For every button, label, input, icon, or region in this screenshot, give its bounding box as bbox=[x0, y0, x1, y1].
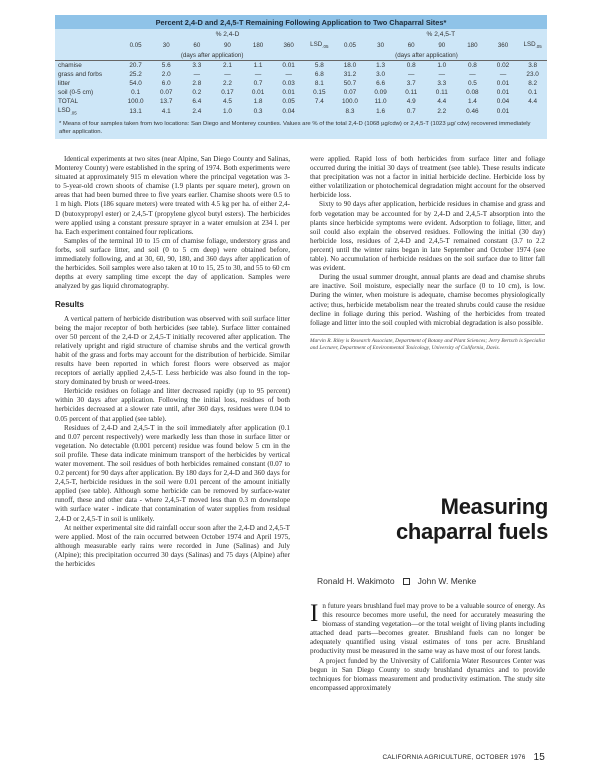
table-cell: 2.8 bbox=[192, 80, 202, 88]
table-cell: 0.5 bbox=[467, 80, 477, 88]
table-cell: 5.8 bbox=[314, 62, 324, 70]
table-cell: 0.01 bbox=[282, 62, 295, 70]
table-cell: 23.0 bbox=[526, 71, 539, 79]
table-cell: 2.2 bbox=[222, 80, 232, 88]
table-cell: 8.3 bbox=[345, 108, 355, 116]
day-header: 0.05 bbox=[343, 42, 356, 50]
table-footnote: * Means of four samples taken from two locations: San Diego and Monterey counties. Values are % of the total 2,4-D (1068 µg/cdw) or 2,4,5-T (1023 µg/ cdw) recovered immediately after application. bbox=[59, 120, 531, 135]
article-authors bbox=[317, 576, 476, 586]
table-cell: 0.09 bbox=[374, 89, 387, 97]
author-name: Ronald H. Wakimoto bbox=[317, 576, 395, 586]
paragraph: Identical experiments at two sites (near Alpine, San Diego County and Salinas, Monterey County) were established in the spring of 1974. Both experiments were situated at approximately 915 m elevation where the principal vegetation was 3- to 5-year-old crown shoots of chamise (1.9 plants per square meter), grown on areas that had been burned three to five years earlier. Chamise shoots were 0.5 to 1 m high. Plots (186 square meters) were treated with 4.5 kg per ha. of either 2,4-D (butoxypropyl ester) or 2,4,5-T (propylene glycol butyl esters). The herbicides were applied using a constant pressure sprayer in a water emulsion at 234 l. per ha. Each experiment contained four replications. bbox=[55, 155, 290, 236]
day-header: 30 bbox=[162, 42, 170, 50]
table-cell: 0.01 bbox=[282, 89, 295, 97]
day-header: 360 bbox=[283, 42, 294, 50]
row-label: chamise bbox=[58, 62, 82, 70]
day-header: 360 bbox=[497, 42, 509, 50]
table-cell: 4.4 bbox=[528, 98, 538, 106]
table-cell: 0.04 bbox=[496, 98, 510, 106]
table-cell: — bbox=[285, 71, 292, 79]
drop-cap: I bbox=[310, 600, 319, 627]
table-cell: — bbox=[254, 71, 262, 79]
paragraph: In future years brushland fuel may prove to be a valuable source of energy. As this resource becomes more useful, the need for accurately measuring the biomass of standing vegetation—or the total weight of living plants including attached dead parts—becomes greater. Brushland fuels can no longer be adequately quantified using visual estimates of tons per acre. Brushland productivity must be measured in the same way as have most of our forest lands. bbox=[310, 600, 545, 656]
table-cell: 0.07 bbox=[343, 89, 357, 97]
article-title bbox=[396, 494, 548, 544]
lsd-header: $LSD_{.05}$ bbox=[310, 41, 329, 50]
paragraph: Sixty to 90 days after application, herbicide residues in chamise and grass and forb vegetation may be accounted for by 2,4-D and 2,4,5-T absorption into the plants since herbicide symptoms were evident. Adsorption to foliage, litter, and soil could also explain the observed residues. Following the initial (30 day) herbicide loss, residues of 2,4-D and 2,4,5-T remained constant (3.7 to 2.2 percent) until the winter rains began in late September and October 1974 (see table). No accumulation of herbicide residues on the soil surface due to litter fall was evident. bbox=[310, 200, 545, 273]
day-header: 30 bbox=[377, 42, 385, 50]
table-cell: 0.17 bbox=[221, 89, 234, 97]
table-cell bbox=[304, 106, 335, 117]
paragraph: During the usual summer drought, annual plants are dead and chamise shrubs are inactive. Soil moisture, especially near the surface (0 to 10 cm), is low. During the winter, when moisture is adequate, chamise becomes physiologically active; thus, herbicide metabolism near the treated shrubs could cause the residue decline in foliage during this period. Washing of the herbicides from treated foliage and litter into the soil coupled with microbial degradation is also possible. bbox=[310, 273, 545, 327]
table-cell: — bbox=[469, 71, 476, 79]
day-header: 90 bbox=[438, 42, 446, 50]
table-cell: 7.4 bbox=[314, 98, 324, 106]
table-row bbox=[55, 88, 547, 97]
table-cell: — bbox=[407, 71, 415, 79]
table-cell: 0.01 bbox=[496, 89, 510, 97]
table-cell: 0.05 bbox=[282, 98, 295, 106]
table-cell: 3.3 bbox=[192, 62, 202, 70]
table-row bbox=[55, 79, 547, 88]
table-cell: 1.0 bbox=[437, 62, 447, 70]
table-title: Percent 2,4-D and 2,4,5-T Remaining Following Application to Two Chaparral Sites* bbox=[55, 15, 547, 29]
group-header-245t: % 2,4,5-T bbox=[426, 31, 456, 38]
table-cell: 1.3 bbox=[376, 62, 386, 70]
day-header-row bbox=[55, 40, 547, 51]
section-heading-results: Results bbox=[55, 300, 84, 310]
group-header-24d: % 2,4-D bbox=[215, 31, 240, 38]
table-cell: 0.1 bbox=[528, 89, 538, 97]
table-cell: 0.03 bbox=[282, 80, 295, 88]
paragraph: Herbicide residues on foliage and litter decreased rapidly (up to 95 percent) within 30 days after application. Following the initial loss, residues of both herbicides decreased at a slower rate until, after 360 days, residues were 0.04 to 0.05 percent of that applied (see table). bbox=[55, 387, 290, 423]
row-label: soil (0-5 cm) bbox=[58, 89, 94, 97]
lsd-header: $LSD_{.05}$ bbox=[523, 41, 542, 50]
table-cell: 1.6 bbox=[376, 108, 386, 116]
table-cell: 0.8 bbox=[406, 62, 416, 70]
table-cell: 31.2 bbox=[343, 71, 357, 79]
day-header: 180 bbox=[467, 42, 478, 50]
paragraph: A vertical pattern of herbicide distribution was observed with soil surface litter being the major receptor of both herbicides (see table). Surface litter contained over 50 percent of the 2,4-D or 2,4,5-T initially recovered after application. The relatively upright and rigid structure of chamise shrubs and the vertical growth habit of the grass and forbs may account for the distribution of herbicide. Similar results have been reported in which forest floors were observed as major receptors of aerially applied 2,4,5-T. Less herbicide was also found in the top-story dominated by brush or weed-trees. bbox=[55, 314, 290, 387]
row-label: litter bbox=[58, 80, 71, 88]
journal-name: CALIFORNIA AGRICULTURE, OCTOBER 1976 bbox=[382, 754, 526, 761]
table-cell: 3.8 bbox=[528, 62, 538, 70]
table-row bbox=[55, 61, 547, 71]
table-cell: 11.0 bbox=[374, 98, 387, 106]
table-cell: 8.2 bbox=[528, 80, 538, 88]
residue-table bbox=[55, 15, 547, 139]
paragraph: Samples of the terminal 10 to 15 cm of chamise foliage, understory grass and forbs, soil surface litter, and soil (0 to 5 cm deep) were obtained before, immediately following, and at 30, 60, 90, 180, and 360 days after application of the herbicides. Soil samples were also taken at 10 to 15, 25 to 30, and 55 to 60 cm depths at every sampling time except the day of application. Samples were analyzed by gas liquid chromatography. bbox=[55, 236, 290, 291]
table-cell: 0.11 bbox=[435, 89, 448, 97]
left-column bbox=[55, 155, 290, 569]
day-header: 60 bbox=[407, 42, 415, 50]
paragraph: At neither experimental site did rainfall occur soon after the 2,4-D and 2,4,5-T were applied. Most of the rain occurred between October 1974 and April 1975, although measurable early rains were recorded in June (Salinas) and July (Alpine); this precipitation occurred 30 days (Salinas) and 75 days (Alpine) after the herbicides bbox=[55, 523, 290, 569]
table-cell: 13.1 bbox=[129, 108, 142, 116]
paragraph: A project funded by the University of California Water Resources Center was begun in San Diego County to study brushland dynamics and to provide techniques for biomass measurement and productivity estimation. The study site encompassed approximately bbox=[310, 656, 545, 692]
table-cell: 8.1 bbox=[314, 80, 324, 88]
table-cell: 13.7 bbox=[159, 98, 173, 106]
table-body bbox=[55, 61, 547, 118]
article-body bbox=[310, 602, 545, 693]
table-cell: 1.1 bbox=[253, 62, 263, 70]
table-cell: 0.2 bbox=[192, 89, 202, 97]
table-cell: — bbox=[193, 71, 201, 79]
table-cell: 4.1 bbox=[161, 108, 171, 116]
days-label-a: (days after application) bbox=[120, 51, 304, 61]
table-cell: 2.2 bbox=[437, 108, 447, 116]
table-cell: 1.8 bbox=[253, 98, 263, 106]
right-column bbox=[310, 155, 545, 352]
author-footnote: Marvin R. Riley is Research Associate, Department of Botany and Plant Sciences; Jerry Bertsch is Specialist and Lecturer, Department of Environmental Toxicology, University of California, Davis. bbox=[310, 334, 545, 352]
table-cell: 3.7 bbox=[406, 80, 416, 88]
table-cell: 54.0 bbox=[129, 80, 142, 88]
table-cell: 4.9 bbox=[406, 98, 416, 106]
table-cell: 0.3 bbox=[253, 108, 263, 116]
table-cell: 0.46 bbox=[466, 108, 479, 116]
table-cell: 3.3 bbox=[437, 80, 447, 88]
table-row bbox=[55, 70, 547, 79]
table-cell: 1.4 bbox=[467, 98, 477, 106]
table-cell: 6.8 bbox=[314, 71, 324, 79]
table-cell: 6.0 bbox=[161, 80, 171, 88]
table-cell: 2.1 bbox=[222, 62, 232, 70]
day-header: 90 bbox=[223, 42, 231, 50]
table-cell: 0.07 bbox=[159, 89, 173, 97]
day-header: 180 bbox=[252, 42, 264, 50]
table-cell: 18.0 bbox=[343, 62, 357, 70]
table-cell: 25.2 bbox=[129, 71, 142, 79]
table-cell: 100.0 bbox=[341, 98, 358, 106]
table-cell: 100.0 bbox=[127, 98, 144, 106]
table-cell: 6.4 bbox=[192, 98, 202, 106]
table-cell: 0.7 bbox=[406, 108, 416, 116]
table-cell: 5.6 bbox=[161, 62, 171, 70]
paragraph: were applied. Rapid loss of both herbicides from surface litter and foliage occurred during the initial 30 days of treatment (see table). These results indicate that precipitation was not a factor in initial herbicide decline. Herbicide loss by either volatilization or photochemical degradation might account for the observed herbicide loss. bbox=[310, 155, 545, 200]
page-footer bbox=[382, 752, 545, 763]
row-label: $LSD_{.05}$ bbox=[58, 107, 77, 116]
table-cell: 6.6 bbox=[376, 80, 386, 88]
table-cell: 0.08 bbox=[466, 89, 479, 97]
table-cell: — bbox=[438, 71, 445, 79]
table-cell bbox=[518, 106, 547, 117]
table-cell: 0.1 bbox=[131, 89, 141, 97]
table-cell: 0.04 bbox=[282, 108, 295, 116]
days-label-b: (days after application) bbox=[335, 51, 519, 61]
table-cell: 0.01 bbox=[496, 80, 510, 88]
table-cell: 20.7 bbox=[129, 62, 142, 70]
table-cell: 3.0 bbox=[376, 71, 386, 79]
table-cell: 0.8 bbox=[467, 62, 477, 70]
paragraph: Residues of 2,4-D and 2,4,5-T in the soil immediately after application (0.1 and 0.07 percent respectively) were markedly less than those in surface litter or vegetation. No detectable (0.001 percent) residue was found below 5 cm in the soil profile. These data indicate minimum transport of the herbicides by vertical water movement. The soil residues of both herbicides remained constant (0.07 to 0.2 percent) for 90 days after application. By 180 days for 2,4-D and 360 days for 2,4,5-T, herbicide residues in the soil were 0.01 percent of the amount initially applied (see table). Although some herbicide can be removed by surface-water runoff, these and other data - where 2,4,5-T moved less than 0.3 m downslope with surface water - indicate that contamination of water supplies from residual 2,4-D or 2,4,5-T in soil is unlikely. bbox=[55, 423, 290, 523]
page-number: 15 bbox=[533, 752, 545, 763]
blank-cell bbox=[55, 40, 120, 51]
row-label: grass and forbs bbox=[58, 71, 103, 79]
table-cell: 2.4 bbox=[192, 108, 202, 116]
table-cell: — bbox=[499, 71, 507, 79]
table-cell: 0.7 bbox=[253, 80, 263, 88]
table-cell: 0.01 bbox=[496, 108, 510, 116]
table-cell: 0.15 bbox=[313, 89, 326, 97]
row-label: TOTAL bbox=[58, 98, 79, 106]
table-cell: 4.4 bbox=[437, 98, 447, 106]
title-line: chaparral fuels bbox=[395, 519, 548, 544]
title-line: Measuring bbox=[440, 494, 548, 519]
day-header: 60 bbox=[193, 42, 201, 50]
table-cell: 50.7 bbox=[343, 80, 357, 88]
author-name: John W. Menke bbox=[417, 576, 477, 586]
table-cell: 4.5 bbox=[222, 98, 232, 106]
day-header: 0.05 bbox=[129, 42, 142, 50]
separator-box-icon bbox=[403, 578, 410, 585]
table-cell: 1.0 bbox=[222, 108, 232, 116]
table-cell: 0.11 bbox=[405, 89, 418, 97]
table-cell: 0.02 bbox=[496, 62, 510, 70]
table-row bbox=[55, 106, 547, 117]
table-cell: — bbox=[224, 71, 231, 79]
table-cell: 0.01 bbox=[251, 89, 265, 97]
table-cell: 2.0 bbox=[161, 71, 171, 79]
table-row bbox=[55, 97, 547, 106]
